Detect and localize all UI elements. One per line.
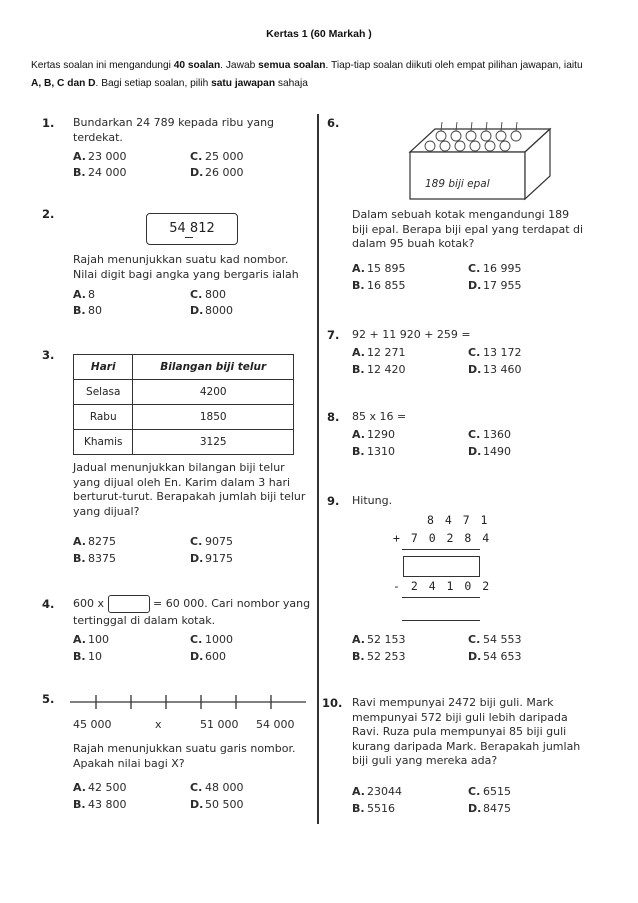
option-value: 23044 — [367, 785, 402, 798]
question-text: Ravi mempunyai 2472 biji guli. Mark mempunyai 572 biji guli lebih daripada Ravi. Ruza pula mempunyai 85 biji guli kurang daripada Mark. Berapakah jumlah biji guli yang mereka ada? — [352, 696, 581, 767]
intro-text: . Jawab — [220, 60, 259, 71]
question-text: 85 x 16 = — [352, 410, 407, 423]
option-a[interactable] — [352, 633, 406, 646]
calc-underline — [402, 597, 480, 598]
option-letter: D. — [468, 802, 482, 815]
option-b[interactable] — [352, 363, 406, 376]
question-number: 6. — [327, 116, 340, 130]
option-letter: C. — [468, 346, 481, 359]
option-b[interactable] — [73, 650, 102, 663]
answer-box — [108, 595, 150, 613]
option-value: 100 — [88, 633, 109, 646]
option-a[interactable] — [73, 781, 127, 794]
option-value: 42 500 — [88, 781, 127, 794]
option-letter: C. — [468, 428, 481, 441]
option-letter: A. — [352, 633, 365, 646]
question-text: Hitung. — [352, 494, 393, 507]
option-value: 8275 — [88, 535, 116, 548]
page-title: Kertas 1 (60 Markah ) — [266, 28, 372, 40]
option-value: 48 000 — [205, 781, 244, 794]
option-letter: A. — [352, 428, 365, 441]
intro-bold: semua soalan — [258, 60, 326, 71]
option-c[interactable] — [468, 785, 511, 798]
intro-text: Kertas soalan ini mengandungi — [31, 60, 174, 71]
option-c[interactable] — [190, 535, 233, 548]
option-b[interactable] — [352, 279, 406, 292]
question-number: 5. — [42, 692, 55, 706]
option-value: 1360 — [483, 428, 511, 441]
option-letter: C. — [190, 633, 203, 646]
option-letter: D. — [468, 445, 482, 458]
option-letter: D. — [468, 650, 482, 663]
apple-box-illustration — [405, 114, 555, 204]
calc-underline — [402, 620, 480, 621]
option-a[interactable] — [352, 346, 406, 359]
option-value: 12 420 — [367, 363, 406, 376]
number-line-label: 51 000 — [200, 718, 239, 731]
question-text: 92 + 11 920 + 259 = — [352, 328, 471, 341]
option-letter: C. — [468, 262, 481, 275]
option-value: 1290 — [367, 428, 395, 441]
option-value: 10 — [88, 650, 102, 663]
egg-sales-table — [73, 354, 294, 455]
option-value: 80 — [88, 304, 102, 317]
option-value: 8000 — [205, 304, 233, 317]
column-divider — [317, 114, 319, 824]
option-letter: C. — [190, 535, 203, 548]
option-a[interactable] — [73, 535, 116, 548]
option-d[interactable] — [468, 445, 511, 458]
option-letter: A. — [73, 633, 86, 646]
option-b[interactable] — [73, 798, 127, 811]
table-row — [74, 430, 294, 455]
option-letter: C. — [468, 785, 481, 798]
digit-underline — [185, 237, 193, 238]
option-c[interactable] — [468, 346, 522, 359]
option-value: 9075 — [205, 535, 233, 548]
question-number: 8. — [327, 410, 340, 424]
option-letter: C. — [468, 633, 481, 646]
option-d[interactable] — [468, 279, 522, 292]
option-d[interactable] — [468, 802, 511, 815]
option-value: 15 895 — [367, 262, 406, 275]
option-c[interactable] — [190, 150, 244, 163]
table-cell: 4200 — [133, 380, 294, 405]
option-letter: A. — [352, 262, 365, 275]
option-b[interactable] — [73, 552, 116, 565]
option-value: 8375 — [88, 552, 116, 565]
question-number: 7. — [327, 328, 340, 342]
option-a[interactable] — [73, 633, 109, 646]
option-a[interactable] — [73, 288, 95, 301]
number-line-label: x — [155, 718, 162, 731]
option-value: 25 000 — [205, 150, 244, 163]
option-b[interactable] — [352, 802, 395, 815]
option-d[interactable] — [190, 650, 226, 663]
option-letter: C. — [190, 781, 203, 794]
option-letter: D. — [190, 552, 204, 565]
option-value: 1490 — [483, 445, 511, 458]
option-letter: B. — [352, 279, 365, 292]
intro-bold: A, B, C dan D — [31, 78, 96, 89]
equation-right: = 60 000. Cari nombor yang — [153, 597, 311, 610]
option-value: 54 553 — [483, 633, 522, 646]
option-letter: D. — [468, 363, 482, 376]
option-value: 8 — [88, 288, 95, 301]
table-row — [74, 405, 294, 430]
option-value: 26 000 — [205, 166, 244, 179]
column-header: Hari — [74, 355, 133, 380]
question-text: tertinggal di dalam kotak. — [73, 614, 216, 627]
table-cell: Khamis — [74, 430, 133, 455]
number-line — [68, 690, 308, 714]
calc-line: 8 4 7 1 — [427, 513, 490, 527]
intro-text: sahaja — [275, 78, 308, 89]
option-letter: A. — [73, 781, 86, 794]
option-letter: D. — [190, 304, 204, 317]
intro-text: . Bagi setiap soalan, pilih — [95, 78, 212, 89]
question-number: 10. — [322, 696, 343, 710]
table-cell: Rabu — [74, 405, 133, 430]
option-value: 17 955 — [483, 279, 522, 292]
option-value: 6515 — [483, 785, 511, 798]
option-letter: B. — [352, 650, 365, 663]
calc-underline — [402, 549, 480, 550]
option-value: 52 253 — [367, 650, 406, 663]
number-line-label: 45 000 — [73, 718, 112, 731]
question-text: Rajah menunjukkan suatu kad nombor. Nilai digit bagi angka yang bergaris ialah — [73, 253, 299, 281]
table-cell: 3125 — [133, 430, 294, 455]
table-header-row — [74, 355, 294, 380]
question-text — [73, 595, 310, 613]
option-value: 52 153 — [367, 633, 406, 646]
option-value: 23 000 — [88, 150, 127, 163]
option-value: 16 995 — [483, 262, 522, 275]
option-value: 13 460 — [483, 363, 522, 376]
option-a[interactable] — [352, 262, 406, 275]
calc-line: - 2 4 1 0 2 — [393, 579, 492, 593]
option-value: 12 271 — [367, 346, 406, 359]
option-value: 1000 — [205, 633, 233, 646]
number-line-label: 54 000 — [256, 718, 295, 731]
option-letter: A. — [352, 785, 365, 798]
option-d[interactable] — [468, 650, 522, 663]
question-number: 2. — [42, 207, 55, 221]
option-letter: B. — [73, 552, 86, 565]
option-value: 13 172 — [483, 346, 522, 359]
question-text: Dalam sebuah kotak mengandungi 189 biji epal. Berapa biji epal yang terdapat di dalam 95 buah kotak? — [352, 208, 584, 250]
option-value: 600 — [205, 650, 226, 663]
option-letter: B. — [352, 802, 365, 815]
column-header: Bilangan biji telur — [133, 355, 294, 380]
option-c[interactable] — [190, 288, 226, 301]
option-letter: A. — [352, 346, 365, 359]
option-value: 1310 — [367, 445, 395, 458]
option-value: 800 — [205, 288, 226, 301]
option-c[interactable] — [190, 633, 233, 646]
option-b[interactable] — [73, 166, 127, 179]
answer-box — [403, 556, 480, 577]
option-a[interactable] — [352, 428, 395, 441]
intro-bold: satu jawapan — [211, 78, 276, 89]
intro-bold: 40 soalan — [173, 60, 221, 71]
intro-text: . Tiap-tiap soalan diikuti oleh empat pilihan jawapan, iaitu — [325, 60, 583, 71]
option-letter: B. — [352, 363, 365, 376]
option-d[interactable] — [190, 304, 233, 317]
option-letter: D. — [190, 798, 204, 811]
option-value: 16 855 — [367, 279, 406, 292]
option-letter: B. — [352, 445, 365, 458]
option-a[interactable] — [352, 785, 402, 798]
number-card: 54 812 — [146, 213, 238, 245]
option-b[interactable] — [352, 445, 395, 458]
option-value: 50 500 — [205, 798, 244, 811]
option-letter: A. — [73, 150, 86, 163]
option-value: 8475 — [483, 802, 511, 815]
option-letter: B. — [73, 650, 86, 663]
table-cell: Selasa — [74, 380, 133, 405]
option-value: 43 800 — [88, 798, 127, 811]
question-number: 3. — [42, 348, 55, 362]
option-value: 54 653 — [483, 650, 522, 663]
option-b[interactable] — [352, 650, 406, 663]
option-a[interactable] — [73, 150, 127, 163]
instructions — [31, 57, 616, 93]
box-label: 189 biji epal — [425, 178, 490, 190]
question-text: Bundarkan 24 789 kepada ribu yang terdekat. — [73, 116, 275, 144]
option-c[interactable] — [468, 262, 522, 275]
option-letter: C. — [190, 150, 203, 163]
option-letter: B. — [73, 798, 86, 811]
option-letter: C. — [190, 288, 203, 301]
option-letter: D. — [468, 279, 482, 292]
question-number: 9. — [327, 494, 340, 508]
option-letter: D. — [190, 650, 204, 663]
question-text: Rajah menunjukkan suatu garis nombor. Apakah nilai bagi X? — [73, 742, 296, 770]
option-value: 5516 — [367, 802, 395, 815]
option-value: 24 000 — [88, 166, 127, 179]
equation-left: 600 x — [73, 597, 105, 610]
option-letter: B. — [73, 304, 86, 317]
option-b[interactable] — [73, 304, 102, 317]
option-letter: A. — [73, 535, 86, 548]
option-c[interactable] — [190, 781, 244, 794]
option-c[interactable] — [468, 633, 522, 646]
table-cell: 1850 — [133, 405, 294, 430]
option-d[interactable] — [468, 363, 522, 376]
option-c[interactable] — [468, 428, 511, 441]
question-text: Jadual menunjukkan bilangan biji telur yang dijual oleh En. Karim dalam 3 hari berturut-turut. Berapakah jumlah biji telur yang dijual? — [73, 461, 306, 518]
option-d[interactable] — [190, 166, 244, 179]
option-value: 9175 — [205, 552, 233, 565]
option-letter: B. — [73, 166, 86, 179]
question-number: 1. — [42, 116, 55, 130]
question-number: 4. — [42, 597, 55, 611]
table-row — [74, 380, 294, 405]
calc-line: + 7 0 2 8 4 — [393, 531, 492, 545]
option-d[interactable] — [190, 798, 244, 811]
option-letter: D. — [190, 166, 204, 179]
option-letter: A. — [73, 288, 86, 301]
option-d[interactable] — [190, 552, 233, 565]
